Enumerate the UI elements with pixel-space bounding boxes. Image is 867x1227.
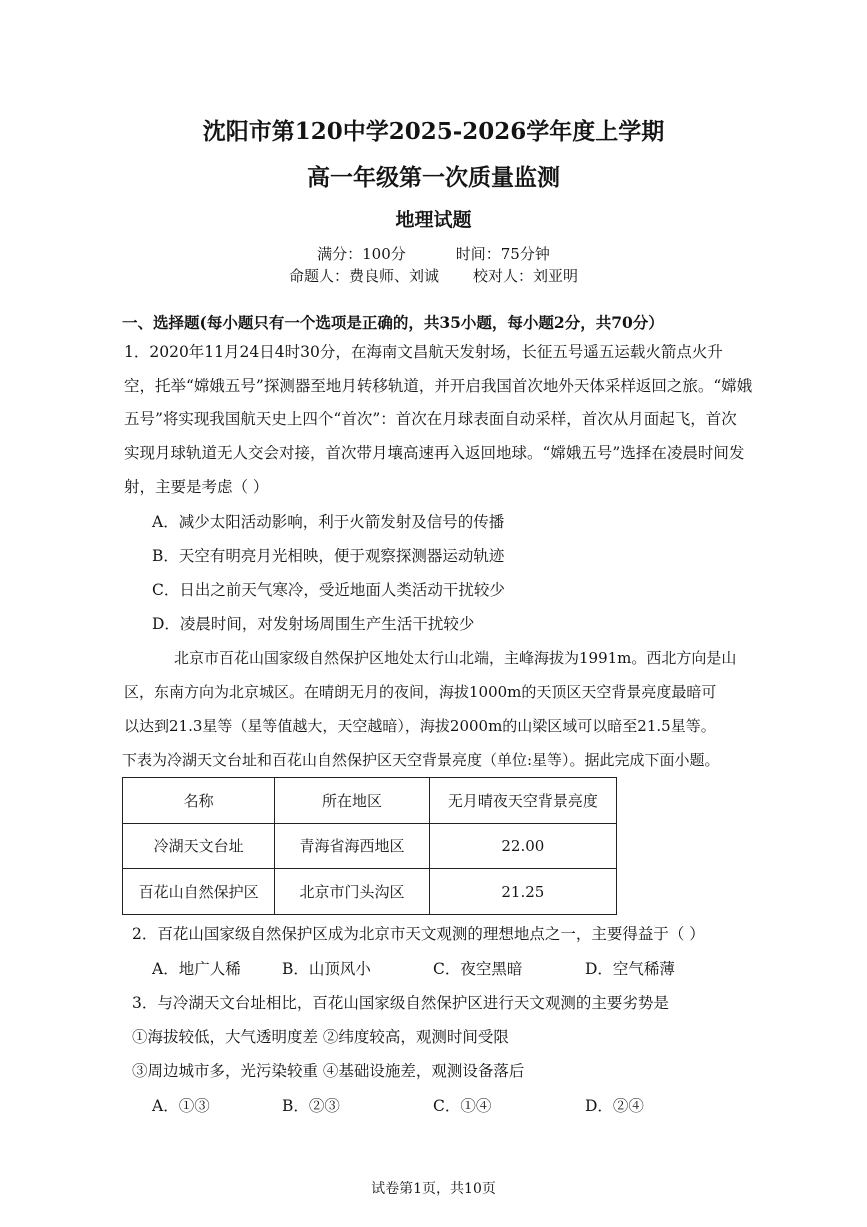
table-header-cell: 名称 [123,778,275,824]
page-footer: 试卷第1页，共10页 [371,1181,496,1197]
passage-line: 下表为冷湖天文台址和百花山自然保护区天空背景亮度（单位:星等）。据此完成下面小题。 [122,751,720,769]
q2-option-a: A．地广人稀 [152,960,241,978]
sky-brightness-table [122,777,617,915]
exam-meta-authors [0,265,867,286]
q2-option-d: D．空气稀薄 [585,960,675,978]
q1-line: 射，主要是考虑（ ） [124,478,269,496]
table-row [123,823,617,869]
passage-line: 以达到21.3星等（星等值越大，天空越暗），海拔2000m的山梁区域可以暗至21.5星等。 [124,717,716,735]
setter: 命题人：费良师、刘诚 [288,267,439,285]
q1-option-c: C．日出之前天气寒冷，受近地面人类活动干扰较少 [152,581,505,599]
q3-statement: ①海拔较低，大气透明度差 ②纬度较高，观测时间受限 [132,1028,509,1046]
table-cell: 青海省海西地区 [275,823,429,869]
table-cell: 北京市门头沟区 [275,869,429,915]
q3-option-d: D．②④ [585,1097,644,1115]
q2-option-c: C．夜空黑暗 [433,960,523,978]
table-header-row [123,778,617,824]
q3-stem: 3．与冷湖天文台址相比，百花山国家级自然保护区进行天文观测的主要劣势是 [132,994,669,1012]
q2-stem: 2．百花山国家级自然保护区成为北京市天文观测的理想地点之一，主要得益于（ ） [132,925,705,943]
q1-line: 空，托举“嫦娥五号”探测器至地月转移轨道，并开启我国首次地外天体采样返回之旅。“嫦娥 [124,377,753,395]
q1-option-d: D．凌晨时间，对发射场周围生产生活干扰较少 [152,615,475,633]
q1-option-b: B．天空有明亮月光相映，便于观察探测器运动轨迹 [152,547,505,565]
q3-statement: ③周边城市多，光污染较重 ④基础设施差，观测设备落后 [132,1062,525,1080]
q3-option-b: B．②③ [282,1097,340,1115]
passage-line: 北京市百花山国家级自然保护区地处太行山北端，主峰海拔为1991m。西北方向是山 [174,649,737,667]
exam-meta-score-time [0,243,867,264]
section-heading: 一、选择题(每小题只有一个选项是正确的，共35小题，每小题2分，共70分） [122,313,664,332]
q1-line: 五号”将实现我国航天史上四个“首次”：首次在月球表面自动采样，首次从月面起飞，首次 [124,410,737,428]
q2-option-b: B．山顶风小 [282,960,371,978]
exam-time: 时间：75分钟 [455,245,550,263]
table-cell: 22.00 [429,823,616,869]
table-cell: 冷湖天文台址 [123,823,275,869]
table-header-cell: 无月晴夜天空背景亮度 [429,778,616,824]
exam-title: 沈阳市第120中学2025-2026学年度上学期 [202,118,665,145]
full-score: 满分：100分 [317,245,406,263]
table-cell: 百花山自然保护区 [123,869,275,915]
table-header-cell: 所在地区 [275,778,429,824]
proofreader: 校对人：刘亚明 [473,267,579,285]
q3-option-a: A．①③ [152,1097,210,1115]
exam-subtitle: 高一年级第一次质量监测 [307,164,560,191]
q1-option-a: A．减少太阳活动影响，利于火箭发射及信号的传播 [152,513,505,531]
q3-option-c: C．①④ [433,1097,492,1115]
subject-title: 地理试题 [395,209,472,231]
q1-line: 1．2020年11月24日4时30分，在海南文昌航天发射场，长征五号遥五运载火箭点火升 [124,343,723,361]
table-cell: 21.25 [429,869,616,915]
q1-line: 实现月球轨道无人交会对接，首次带月壤高速再入返回地球。“嫦娥五号”选择在凌晨时间发 [124,444,745,462]
table-row [123,869,617,915]
passage-line: 区，东南方向为北京城区。在晴朗无月的夜间，海拔1000m的天顶区天空背景亮度最暗可 [124,683,717,701]
